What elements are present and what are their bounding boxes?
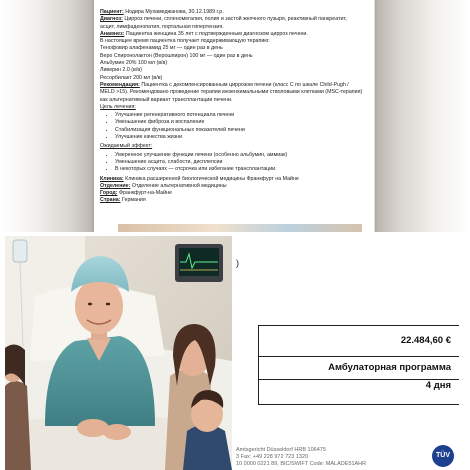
document-footer: Amtsgericht Düsseldorf HRB 106475 3 Fax: +49 228 972 723 1320 10 0000 0221 89, BIC/SWIFT Code: MALADE51AHR bbox=[236, 447, 367, 467]
country-line: Страна: Германия bbox=[100, 197, 146, 204]
price-row bbox=[258, 325, 459, 357]
goals-list bbox=[100, 112, 370, 141]
list-item: • Уменьшение асцита, слабости, дисплепсии bbox=[115, 159, 370, 166]
report-text bbox=[100, 9, 370, 205]
duration-value: 4 дня bbox=[425, 380, 451, 391]
price-value: 22.484,60 € bbox=[400, 335, 451, 346]
effect-title: Ожидаемый эффект: bbox=[100, 143, 153, 150]
program-name: Амбулаторная программа bbox=[328, 362, 451, 373]
effects-list bbox=[100, 152, 370, 174]
therapy-line: Альбумин 20% 100 мл (в/в) bbox=[100, 60, 168, 67]
therapy-line: Ливерин 2.0 (в/в) bbox=[100, 67, 142, 74]
list-item: • Умеренное улучшение функции печени (особенно альбумин, аммиак) bbox=[115, 152, 370, 159]
tuv-badge-icon: TÜV bbox=[432, 445, 454, 467]
therapy-line: Тенофовир алафенамид 25 мг — один раз в день bbox=[100, 45, 223, 52]
patient-photo-illustration bbox=[5, 236, 232, 470]
city-line: Город: Франкфурт-на-Майне bbox=[100, 190, 172, 197]
duration-row bbox=[258, 379, 459, 394]
diagnosis-line: Диагноз: Цирроз печени, спленомегалия, полип и застой желчного пузыря, реактивный панкреатит, bbox=[100, 16, 347, 23]
paren-text: ) bbox=[236, 258, 239, 268]
page-curl-left bbox=[0, 0, 95, 232]
therapy-line: Веро Спиронолактон (Верошпирон) 100 мг — один раз в день bbox=[100, 52, 253, 59]
patient-line: Пациент: Нодира Мухамеджанова, 30.12.1989 г.р. bbox=[100, 9, 224, 15]
list-item: • Улучшение качества жизни bbox=[115, 134, 370, 141]
recommendation-line-2: MELD >15). Рекомендовано проведение терапии мезенхимальными стволовыми клетками (MSC-терапия) bbox=[100, 89, 363, 96]
list-item: • Улучшение регенеративного потенциала печени bbox=[115, 112, 370, 119]
list-item: • В некоторых случаях — отсрочка или избегание трансплантации. bbox=[115, 166, 370, 173]
list-item: • Уменьшение фиброза и воспаление bbox=[115, 119, 370, 126]
program-row bbox=[258, 356, 459, 380]
therapy-intro: В настоящее время пациентка получает поддерживающую терапию: bbox=[100, 38, 270, 45]
page-curl-right bbox=[375, 0, 470, 232]
patient-photo bbox=[5, 236, 232, 470]
report-scan bbox=[0, 0, 470, 232]
list-item: • Стабилизация функциональных показателей печени bbox=[115, 127, 370, 134]
clinic-banner-image bbox=[118, 224, 362, 232]
goals-title: Цель лечения: bbox=[100, 103, 136, 110]
diagnosis-line-2: асцит, лимфаденопатия, портальная гипертензия. bbox=[100, 23, 224, 30]
recommendation-line-3: как альтернативный вариант трансплантации печени. bbox=[100, 96, 233, 103]
department-line: Отделение: Отделение альтернативной медицины bbox=[100, 182, 227, 189]
recommendation-line: Рекомендация: Пациентка с декомпенсированным циррозом печени (класс C по шкале Child-Pugh / bbox=[100, 81, 349, 88]
clinic-line: Клиника: Клиника расширенной биологической медицины Франкфурт на Майне bbox=[100, 175, 299, 182]
therapy-line: Ресорбилакт 200 мл (в/в) bbox=[100, 74, 163, 81]
anamnesis-line: Анамнез: Пациентка женщина 35 лет с подтвержденным диагнозом цирроз печени. bbox=[100, 30, 308, 37]
table-bottom bbox=[258, 393, 459, 405]
